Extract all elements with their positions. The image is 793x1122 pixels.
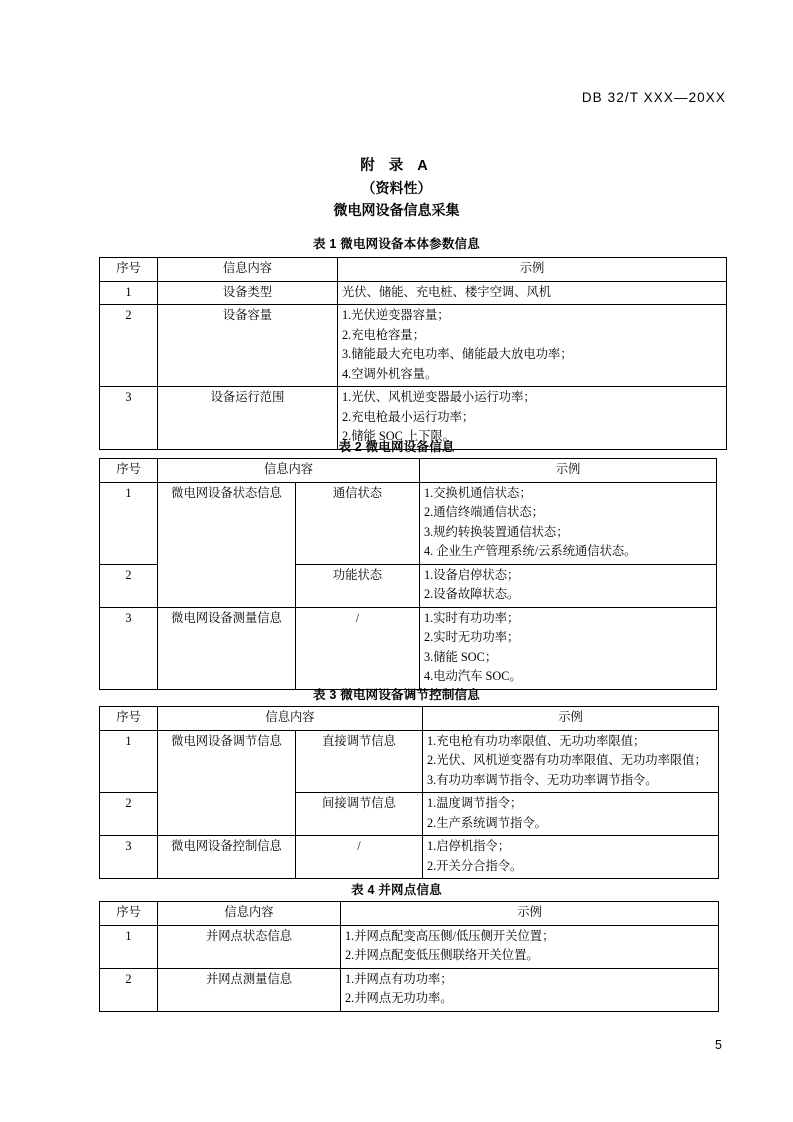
annex-nature: （资料性） <box>361 180 432 196</box>
cell-no: 1 <box>100 730 158 793</box>
cell-no: 1 <box>100 482 158 564</box>
example-item: 1.充电枪有功功率限值、无功功率限值； <box>427 733 646 748</box>
example-item: 2.设备故障状态。 <box>424 587 520 601</box>
example-item: 1.交换机通信状态； <box>424 485 532 500</box>
table-1-caption: 表 1 微电网设备本体参数信息 <box>313 237 480 251</box>
column-header-example: 示例 <box>341 902 719 926</box>
example-item: 1.光伏、风机逆变器最小运行功率； <box>342 390 536 404</box>
cell-content: 设备类型 <box>158 281 338 305</box>
table-2-device-information <box>99 458 717 690</box>
cell-no: 2 <box>100 564 158 607</box>
example-item: 1.温度调节指令； <box>427 796 523 810</box>
cell-subtype: 功能状态 <box>296 564 420 607</box>
table-row <box>100 836 719 879</box>
cell-example <box>341 968 719 1011</box>
example-item: 2.通信终端通信状态； <box>424 505 544 519</box>
cell-content: 设备容量 <box>158 305 338 387</box>
table-2-caption: 表 2 微电网设备信息 <box>338 440 455 454</box>
cell-group: 微电网设备控制信息 <box>158 836 296 879</box>
example-item: 4.电动汽车 SOC。 <box>424 669 522 683</box>
column-header-content: 信息内容 <box>158 902 341 926</box>
cell-no: 3 <box>100 836 158 879</box>
example-item: 4. 企业生产管理系统/云系统通信状态。 <box>424 544 637 558</box>
example-item: 3.储能 SOC； <box>424 649 498 664</box>
example-item: 1.实时有功功率； <box>424 610 520 625</box>
example-item: 1.光伏逆变器容量； <box>342 308 450 322</box>
cell-example <box>338 281 727 305</box>
annex-heading-block <box>0 155 793 221</box>
table-row <box>100 482 717 564</box>
cell-example <box>420 482 717 564</box>
table-3-caption: 表 3 微电网设备调节控制信息 <box>313 688 480 702</box>
cell-subtype: 直接调节信息 <box>296 730 423 793</box>
column-header-example: 示例 <box>420 459 717 483</box>
column-header-no: 序号 <box>100 707 158 731</box>
table-4-caption: 表 4 并网点信息 <box>351 883 442 897</box>
column-header-no: 序号 <box>100 258 158 282</box>
cell-example <box>341 925 719 968</box>
page-number: 5 <box>715 1038 722 1052</box>
cell-group: 微电网设备调节信息 <box>158 730 296 836</box>
column-header-content: 信息内容 <box>158 258 338 282</box>
cell-example <box>423 836 719 879</box>
example-item: 2.储能 SOC 上下限。 <box>342 429 456 443</box>
cell-no: 2 <box>100 968 158 1011</box>
table-row <box>100 281 727 305</box>
annex-label: 附 录 A <box>360 158 433 174</box>
column-header-no: 序号 <box>100 459 158 483</box>
cell-subtype: 间接调节信息 <box>296 793 423 836</box>
example-item: 1.并网点配变高压侧/低压侧开关位置； <box>345 928 555 943</box>
cell-content: 并网点状态信息 <box>158 925 341 968</box>
column-header-example: 示例 <box>423 707 719 731</box>
table-row <box>100 925 719 968</box>
cell-subtype: / <box>296 607 420 689</box>
cell-example <box>423 793 719 836</box>
column-header-content: 信息内容 <box>158 459 420 483</box>
example-item: 2.开关分合指令。 <box>427 858 523 873</box>
table-4-grid-connection-point-information <box>99 901 719 1012</box>
cell-example <box>420 607 717 689</box>
cell-no: 1 <box>100 925 158 968</box>
example-item: 1.启停机指令； <box>427 839 511 853</box>
table-header-row <box>100 459 717 483</box>
example-item: 2.充电枪最小运行功率； <box>342 409 475 424</box>
cell-example <box>338 305 727 387</box>
cell-example <box>420 564 717 607</box>
table-3-regulation-control-information <box>99 706 719 879</box>
example-item: 2.生产系统调节指令。 <box>427 815 547 830</box>
table-header-row <box>100 707 719 731</box>
table-row <box>100 305 727 387</box>
document-running-header: DB 32/T XXX—20XX <box>581 90 726 105</box>
example-item: 3.规约转换装置通信状态； <box>424 524 569 539</box>
example-item: 2.实时无功功率； <box>424 630 520 644</box>
cell-group: 微电网设备测量信息 <box>158 607 296 689</box>
cell-subtype: / <box>296 836 423 879</box>
table-row <box>100 968 719 1011</box>
cell-example <box>423 730 719 793</box>
cell-no: 3 <box>100 607 158 689</box>
column-header-content: 信息内容 <box>158 707 423 731</box>
example-item: 2.光伏、风机逆变器有功功率限值、无功功率限值； <box>427 753 707 767</box>
example-item: 1.设备启停状态； <box>424 567 520 582</box>
column-header-example: 示例 <box>338 258 727 282</box>
example-item: 2.充电枪容量； <box>342 327 426 342</box>
table-1-device-parameters <box>99 257 727 450</box>
example-item: 光伏、储能、充电桩、楼宇空调、风机 <box>342 284 552 299</box>
example-item: 2.并网点无功功率。 <box>345 991 453 1005</box>
example-item: 3.有功功率调节指令、无功功率调节指令。 <box>427 772 658 787</box>
table-header-row <box>100 258 727 282</box>
table-row <box>100 730 719 793</box>
table-row <box>100 607 717 689</box>
annex-title: 微电网设备信息采集 <box>333 202 460 218</box>
cell-subtype: 通信状态 <box>296 482 420 564</box>
cell-no: 2 <box>100 305 158 387</box>
cell-content: 并网点测量信息 <box>158 968 341 1011</box>
example-item: 4.空调外机容量。 <box>342 366 438 381</box>
cell-content: 设备运行范围 <box>158 387 338 450</box>
cell-no: 2 <box>100 793 158 836</box>
example-item: 2.并网点配变低压侧联络开关位置。 <box>345 948 539 962</box>
cell-no: 3 <box>100 387 158 450</box>
cell-no: 1 <box>100 281 158 305</box>
table-header-row <box>100 902 719 926</box>
example-item: 1.并网点有功功率； <box>345 971 453 986</box>
column-header-no: 序号 <box>100 902 158 926</box>
example-item: 3.储能最大充电功率、储能最大放电功率； <box>342 347 573 361</box>
cell-group: 微电网设备状态信息 <box>158 482 296 607</box>
